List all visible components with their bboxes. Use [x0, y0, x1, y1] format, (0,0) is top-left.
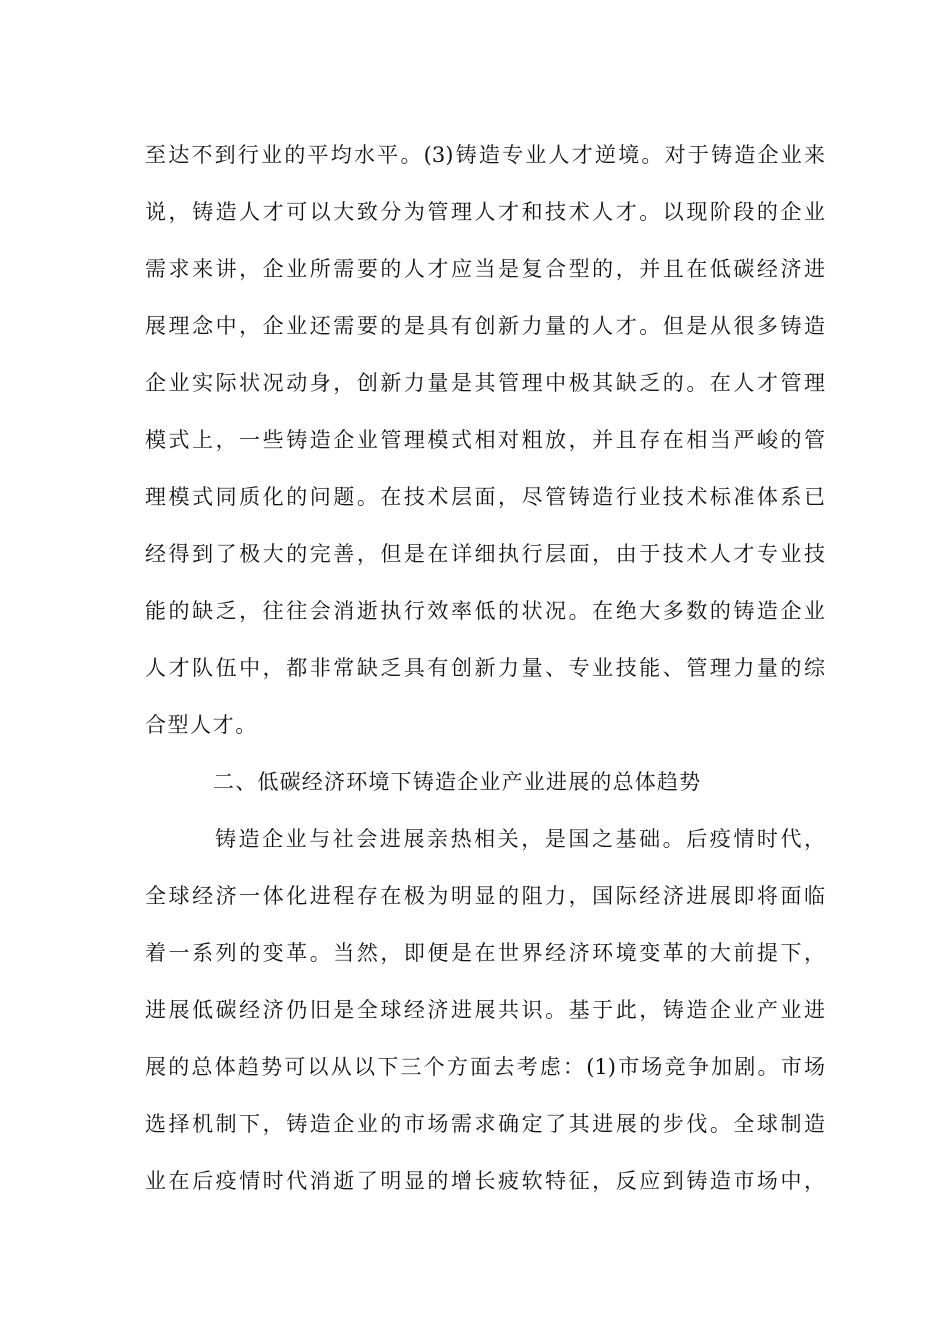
paragraph-line: 展的总体趋势可以从以下三个方面去考虑：(1)市场竞争加剧。市场: [145, 1055, 825, 1079]
paragraph-line: 进展低碳经济仍旧是全球经济进展共识。基于此，铸造企业产业进: [145, 998, 825, 1022]
paragraph-line: 说，铸造人才可以大致分为管理人才和技术人才。以现阶段的企业: [145, 200, 825, 224]
paragraph-line: 合型人才。: [145, 713, 258, 737]
paragraph-line: 经得到了极大的完善，但是在详细执行层面，由于技术人才专业技: [145, 542, 825, 566]
paragraph-line: 模式上，一些铸造企业管理模式相对粗放，并且存在相当严峻的管: [145, 428, 825, 452]
paragraph-line: 全球经济一体化进程存在极为明显的阻力，国际经济进展即将面临: [145, 884, 825, 908]
paragraph-line: 需求来讲，企业所需要的人才应当是复合型的，并且在低碳经济进: [145, 257, 825, 281]
paragraph-line: 至达不到行业的平均水平。(3)铸造专业人才逆境。对于铸造企业来: [145, 143, 825, 167]
paragraph-line: 企业实际状况动身，创新力量是其管理中极其缺乏的。在人才管理: [145, 371, 825, 395]
paragraph-line: 人才队伍中，都非常缺乏具有创新力量、专业技能、管理力量的综: [145, 656, 825, 680]
paragraph-line: 理模式同质化的问题。在技术层面，尽管铸造行业技术标准体系已: [145, 485, 825, 509]
section-heading: 二、低碳经济环境下铸造企业产业进展的总体趋势: [213, 770, 702, 794]
paragraph-line: 能的缺乏，往往会消逝执行效率低的状况。在绝大多数的铸造企业: [145, 599, 825, 623]
paragraph-line: 展理念中，企业还需要的是具有创新力量的人才。但是从很多铸造: [145, 314, 825, 338]
paragraph-line: 着一系列的变革。当然，即便是在世界经济环境变革的大前提下，: [145, 941, 825, 965]
paragraph-line: 选择机制下，铸造企业的市场需求确定了其进展的步伐。全球制造: [145, 1112, 825, 1136]
paragraph-line: 业在后疫情时代消逝了明显的增长疲软特征，反应到铸造市场中，: [145, 1169, 825, 1193]
paragraph-line: 铸造企业与社会进展亲热相关，是国之基础。后疫情时代，: [215, 827, 825, 851]
